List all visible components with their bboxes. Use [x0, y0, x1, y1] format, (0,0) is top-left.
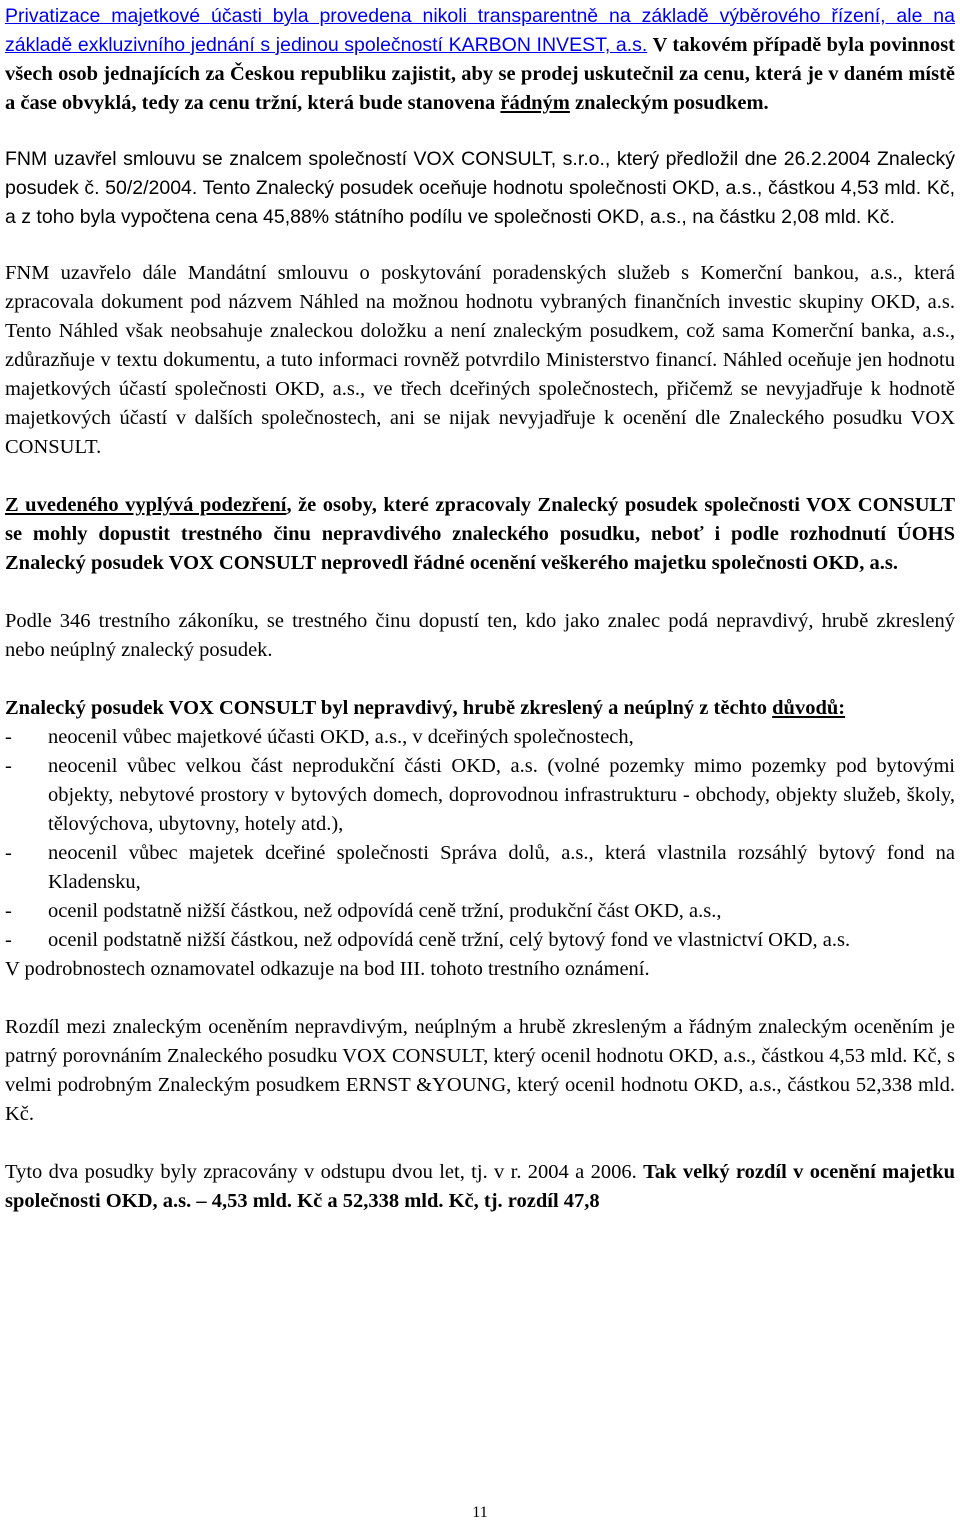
dash-bullet: - [5, 900, 12, 922]
dash-bullet: - [5, 755, 12, 777]
dash-bullet: - [5, 726, 12, 748]
dash-bullet: - [5, 842, 12, 864]
list-item-text: neocenil vůbec majetkové účasti OKD, a.s., v dceřiných společnostech, [48, 726, 634, 748]
two-reports-text: Tyto dva posudky byly zpracovány v odstupu dvou let, tj. v r. 2004 a 2006. [5, 1161, 637, 1183]
paragraph-privatization [5, 2, 955, 118]
spacer [5, 462, 955, 491]
paragraph-valuation-difference: Rozdíl mezi znaleckým oceněním nepravdivým, neúplným a hrubě zkresleným a řádným znaleckým oceněním je patrný porovnáním Znaleckého posudku VOX CONSULT, který ocenil hodnotu OKD, a.s., částkou 4,53 mld. Kč, s velmi podrobným Znaleckým posudkem ERNST &YOUNG, který ocenil hodnotu OKD, a.s., částkou 52,338 mld. Kč. [5, 1016, 955, 1125]
paragraph-suspicion [5, 491, 955, 578]
list-item-text: neocenil vůbec velkou část neprodukční části OKD, a.s. (volné pozemky mimo pozemky pod bytovými objekty, nebytové prostory v bytových domech, doprovodnou infrastrukturu - obchody, objekty služeb, školy, tělovýchova, ubytovny, hotely atd.), [48, 755, 955, 835]
reasons-heading-text: Znalecký posudek VOX CONSULT byl nepravdivý, hrubě zkreslený a neúplný z těchto [5, 697, 768, 719]
spacer [5, 665, 955, 694]
spacer [5, 232, 955, 259]
paragraph-mandate-contract: FNM uzavřelo dále Mandátní smlouvu o poskytování poradenských služeb s Komerční bankou, a.s., která zpracovala dokument pod názvem Náhled na možnou hodnotu vybraných finančních investic skupiny OKD, a.s. Tento Náhled však neobsahuje znaleckou doložku a není znaleckým posudkem, což sama Komerční banka, a.s., zdůrazňuje v textu dokumentu, a tuto informaci rovněž potvrdilo Ministerstvo financí. Náhled oceňuje jen hodnotu majetkových účastí společnosti OKD, a.s., ve třech dceřiných společnostech, přičemž se nevyjadřuje k hodnotě majetkových účastí v dalších společnostech, ani se nijak nevyjadřuje k ocenění dle Znaleckého posudku VOX CONSULT. [5, 262, 955, 458]
two-reports-bold: Tak velký rozdíl v ocenění majetku společnosti OKD, a.s. – 4,53 mld. Kč a 52,338 mld. Kč, tj. rozdíl 47,8 [5, 1161, 956, 1212]
privatization-underlined-word: řádným [500, 92, 570, 114]
list-item-text: neocenil vůbec majetek dceřiné společnosti Správa dolů, a.s., která vlastnila rozsáhlý bytový fond na Kladensku, [48, 842, 955, 893]
list-item-text: ocenil podstatně nižší částkou, než odpovídá ceně tržní, celý bytový fond ve vlastnictví OKD, a.s. [48, 929, 851, 951]
list-item [5, 723, 955, 752]
list-item [5, 839, 955, 897]
reasons-footer: V podrobnostech oznamovatel odkazuje na bod III. tohoto trestního oznámení. [5, 958, 650, 980]
spacer [5, 118, 955, 145]
reasons-heading-underlined: důvodů: [772, 697, 846, 719]
spacer [5, 1129, 955, 1158]
list-item [5, 897, 955, 926]
paragraph-two-reports [5, 1158, 955, 1216]
reasons-heading [5, 694, 955, 723]
privatization-link-text[interactable]: Privatizace majetkové účasti byla provedena nikoli transparentně na základě výběrového řízení, ale na základě exkluzivního jednání s jedinou společností KARBON INVEST, a.s. [5, 5, 955, 56]
spacer [5, 984, 955, 1013]
list-item-text: ocenil podstatně nižší částkou, než odpovídá ceně tržní, produkční část OKD, a.s., [48, 900, 722, 922]
privatization-bold-text: V takovém případě byla povinnost všech osob jednajících za Českou republiku zajistit, aby se prodej uskutečnil za cenu, která je v daném místě a čase obvyklá, tedy za cenu tržní, která bude stanovena [5, 34, 956, 114]
suspicion-underlined: Z uvedeného vyplývá podezření [5, 494, 287, 516]
privatization-bold-end: znaleckým posudkem. [575, 92, 769, 114]
list-item [5, 752, 955, 839]
paragraph-criminal-code: Podle 346 trestního zákoníku, se trestného činu dopustí ten, kdo jako znalec podá nepravdivý, hrubě zkreslený nebo neúplný znalecký posudek. [5, 610, 955, 661]
suspicion-rest: , že osoby, které zpracovaly Znalecký posudek společnosti VOX CONSULT se mohly dopustit trestného činu nepravdivého znaleckého posudku, neboť i podle rozhodnutí ÚOHS Znalecký posudek VOX CONSULT neprovedl řádné ocenění veškerého majetku společnosti OKD, a.s. [5, 494, 955, 574]
dash-bullet: - [5, 929, 12, 951]
reasons-list [5, 723, 955, 955]
list-item [5, 926, 955, 955]
paragraph-vox-consult-contract: FNM uzavřel smlouvu se znalcem společností VOX CONSULT, s.r.o., který předložil dne 26.2.2004 Znalecký posudek č. 50/2/2004. Tento Znalecký posudek oceňuje hodnotu společnosti OKD, a.s., částkou 4,53 mld. Kč, a z toho byla vypočtena cena 45,88% státního podílu ve společnosti OKD, a.s., na částku 2,08 mld. Kč. [5, 148, 955, 228]
spacer [5, 578, 955, 607]
document-page [5, 0, 955, 1216]
page-number: 11 [472, 1504, 488, 1521]
